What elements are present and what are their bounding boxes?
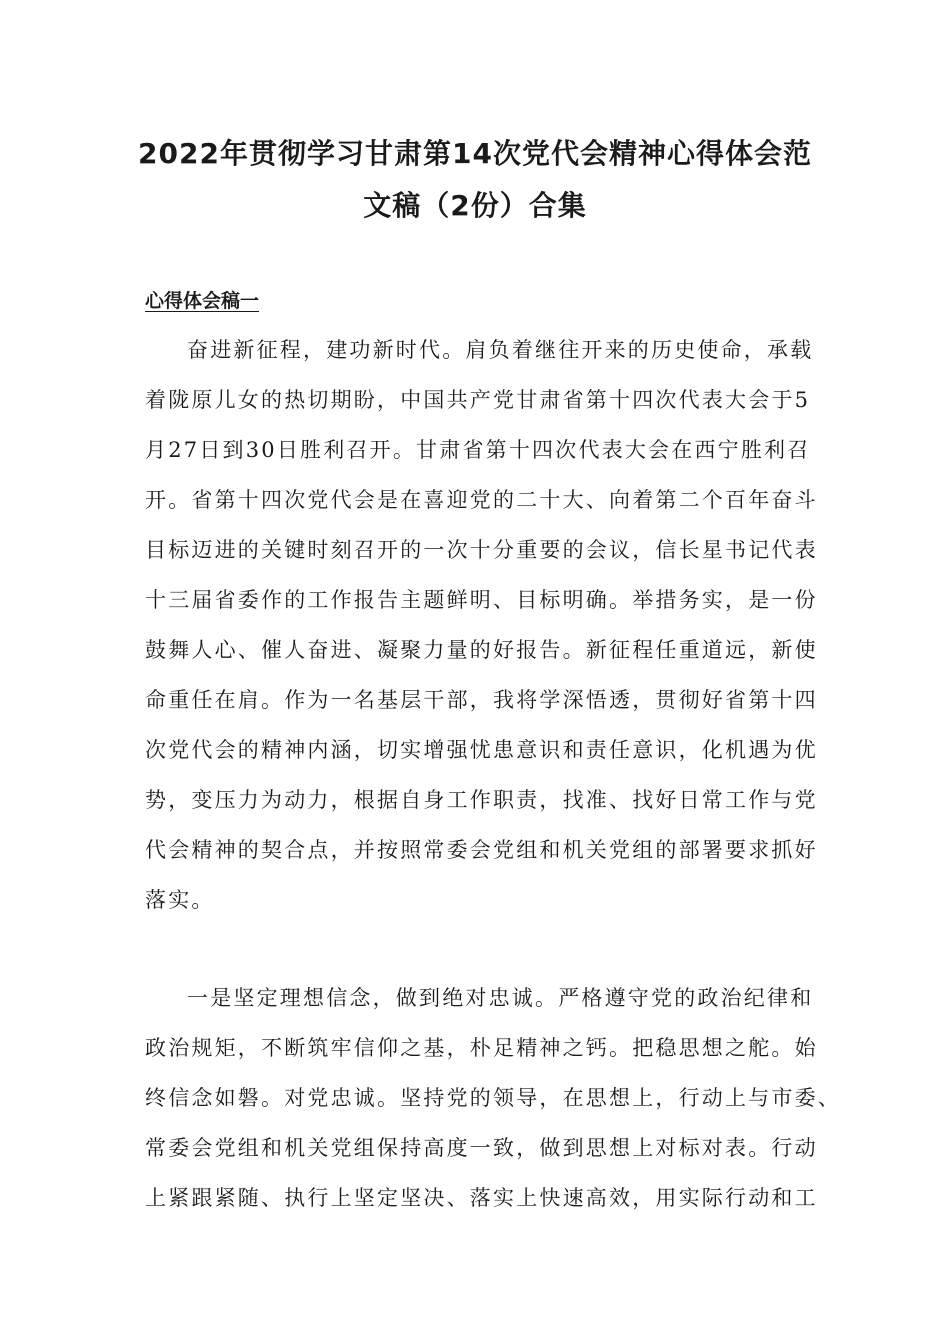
paragraph-line: 十三届省委作的工作报告主题鲜明、目标明确。举措务实，是一份 — [145, 588, 818, 612]
paragraph-2 — [145, 973, 841, 1223]
paragraph-line: 月27日到30日胜利召开。甘肃省第十四次代表大会在西宁胜利召 — [145, 438, 811, 462]
paragraph-line: 终信念如磐。对党忠诚。坚持党的领导，在思想上，行动上与市委、 — [145, 1086, 841, 1110]
paragraph-line: 次党代会的精神内涵，切实增强忧患意识和责任意识，化机遇为优 — [145, 738, 818, 762]
paragraph-1 — [145, 325, 818, 925]
section-heading: 心得体会稿一 — [145, 290, 260, 312]
paragraph-line: 常委会党组和机关党组保持高度一致，做到思想上对标对表。行动 — [145, 1136, 818, 1160]
paragraph-line: 命重任在肩。作为一名基层干部，我将学深悟透，贯彻好省第十四 — [145, 688, 818, 712]
paragraph-line: 代会精神的契合点，并按照常委会党组和机关党组的部署要求抓好 — [145, 838, 818, 862]
paragraph-line: 政治规矩，不断筑牢信仰之基，朴足精神之钙。把稳思想之舵。始 — [145, 1036, 818, 1060]
title-line-2: 文稿（2份）合集 — [363, 189, 587, 222]
paragraph-line: 奋进新征程，建功新时代。肩负着继往开来的历史使命，承载 — [187, 338, 814, 362]
document-title — [120, 128, 830, 232]
paragraph-line: 势，变压力为动力，根据自身工作职责，找准、找好日常工作与党 — [145, 788, 818, 812]
title-line-1: 2022年贯彻学习甘肃第14次党代会精神心得体会范 — [138, 137, 812, 170]
paragraph-line: 一是坚定理想信念，做到绝对忠诚。严格遵守党的政治纪律和 — [187, 986, 814, 1010]
paragraph-line: 开。省第十四次党代会是在喜迎党的二十大、向着第二个百年奋斗 — [145, 488, 818, 512]
paragraph-line: 落实。 — [145, 888, 215, 912]
paragraph-line: 目标迈进的关键时刻召开的一次十分重要的会议，信长星书记代表 — [145, 538, 818, 562]
paragraph-line: 着陇原儿女的热切期盼，中国共产党甘肃省第十四次代表大会于5 — [145, 388, 811, 412]
paragraph-line: 上紧跟紧随、执行上坚定坚决、落实上快速高效，用实际行动和工 — [145, 1186, 818, 1210]
paragraph-line: 鼓舞人心、催人奋进、凝聚力量的好报告。新征程任重道远，新使 — [145, 638, 818, 662]
